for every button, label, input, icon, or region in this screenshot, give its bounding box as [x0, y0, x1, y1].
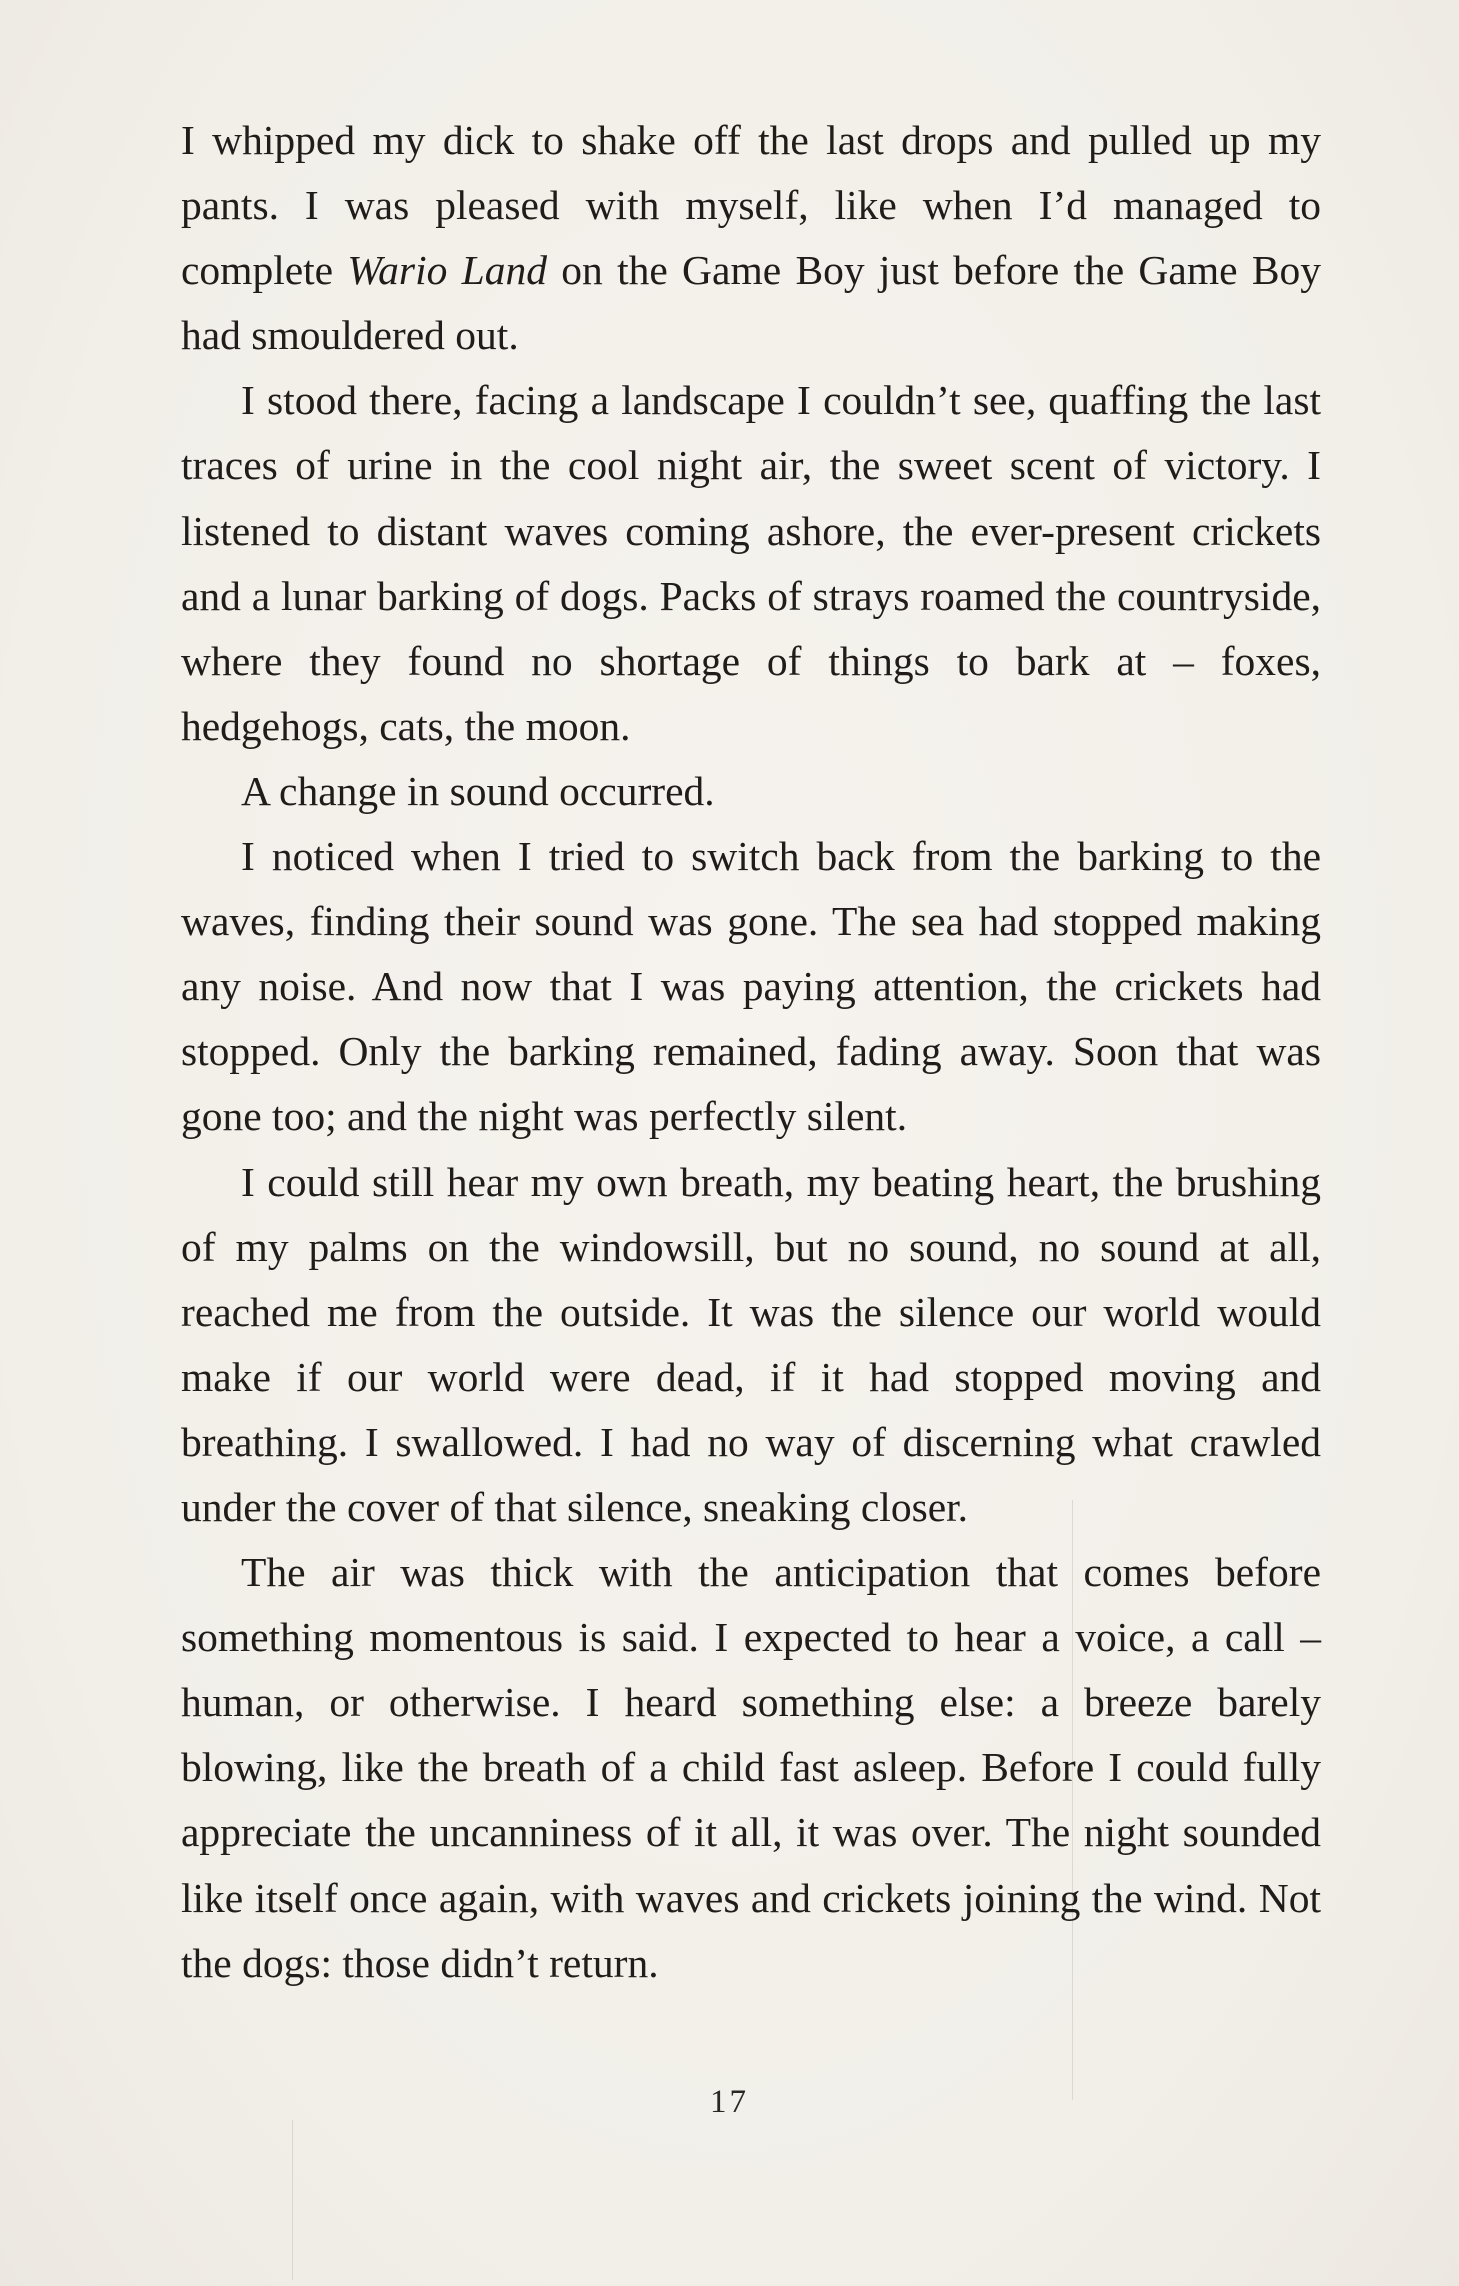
- paragraph: I could still hear my own breath, my beating heart, the brushing of my palms on the windowsill, but no sound, no sound at all, reached me from the outside. It was the silence our world would make if our world were dead, if it had stopped moving and breathing. I swallowed. I had no way of discerning what crawled under the cover of that silence, sneaking closer.: [181, 1158, 1321, 1530]
- paragraph: I noticed when I tried to switch back from the barking to the waves, finding their sound was gone. The sea had stopped making any noise. And now that I was paying attention, the crickets had stopped. Only the barking remained, fading away. Soon that was gone too; and the night was perfectly silent.: [181, 833, 1321, 1140]
- scan-artifact: [292, 2120, 293, 2280]
- paragraph: A change in sound occurred.: [241, 767, 715, 814]
- paragraph-text: I whipped my dick to shake off the last drops and pulled up my pants. I was pleased with myself, like when I’d managed to complete: [181, 117, 1321, 294]
- paragraph: I stood there, facing a landscape I couldn’t see, quaffing the last traces of urine in the cool night air, the sweet scent of victory. I listened to distant waves coming ashore, the ever-present crickets and a lunar barking of dogs. Packs of strays roamed the countryside, where they found no shortage of things to bark at – foxes, hedgehogs, cats, the moon.: [181, 377, 1321, 749]
- page-number: 17: [710, 2084, 749, 2120]
- paragraph: [181, 108, 1321, 368]
- paragraph: The air was thick with the anticipation that comes before something momentous is said. I expected to hear a voice, a call – human, or otherwise. I heard something else: a breeze barely blowing, like the breath of a child fast asleep. Before I could fully appreciate the uncanniness of it all, it was over. The night sounded like itself once again, with waves and crickets joining the wind. Not the dogs: those didn’t return.: [181, 1549, 1321, 1986]
- body-text: [181, 108, 1321, 1996]
- paragraph-text: on the Game Boy just before the Game Boy had smouldered out.: [181, 247, 1321, 359]
- game-title-italic: Wario Land: [347, 247, 547, 294]
